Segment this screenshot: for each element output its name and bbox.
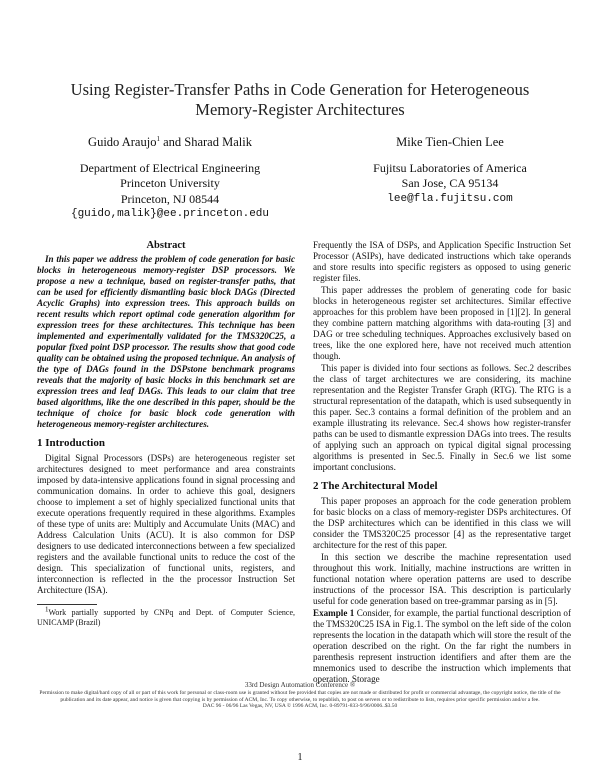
title-line-1: Using Register-Transfer Paths in Code Generation for Heterogeneous (70, 80, 530, 99)
conference-footer (36, 681, 564, 710)
paragraph-example: Example 1 Consider, for example, the partial functional description of the TMS320C25 ISA in Fig.1. The symbol on the left side of the colon represents the location in the datapath which will store the result of the operation described on the right. On the far right the numbers in parenthesis represent instruction identifiers and after them are the mnemonics used to describe the instruction which implements that operation. Storage (313, 608, 571, 684)
author-email-right: lee@fla.fujitsu.com (387, 192, 513, 205)
author-city: Princeton, NJ 08544 (120, 191, 220, 206)
abstract-heading: Abstract (146, 240, 186, 251)
paper-title (40, 80, 560, 120)
paragraph-approach: This paper proposes an approach for the code generation problem for basic blocks on a class of memory-register DSPs architectures. Of the DSP architectures which can be identified in this class we will consider the TMS320C25 processor [4] as the representative target architecture for the rest of this paper. (313, 496, 571, 550)
author-name-right: Mike Tien-Chien Lee (396, 135, 504, 149)
left-column (37, 240, 295, 629)
author-dept: Department of Electrical Engineering (79, 160, 261, 175)
section-heading-introduction: 1 Introduction (37, 437, 105, 449)
author-institution: Princeton University (120, 176, 220, 190)
conference-name: 33rd Design Automation Conference ® (244, 681, 356, 689)
author-names-left: Guido Araujo$^1$ and Sharad Malik (88, 134, 252, 149)
author-email: {guido,malik}@ee.princeton.edu (70, 208, 270, 220)
title-line-2: Memory-Register Architectures (195, 100, 405, 119)
paragraph-asip: Frequently the ISA of DSPs, and Application Specific Instruction Set Processor (ASIPs), have dedicated instructions which take operands and store results into specific registers as opposed to using generic register files. (313, 240, 571, 283)
footnote-mark: 1 (156, 134, 160, 143)
paragraph-problem: This paper addresses the problem of generating code for basic blocks in heterogeneous register set architectures. Similar effective approaches for this problem have been proposed in [1][2]. In general they combine pattern matching algorithms with data-routing [3] and DAG or tree scheduling techniques. Approaches exclusively based on trees, like the one explored here, have not received much attention though. (313, 285, 571, 361)
section-heading-architectural-model: 2 The Architectural Model (313, 480, 438, 492)
example-label: Example 1 (313, 608, 355, 618)
intro-paragraph: Digital Signal Processors (DSPs) are heterogeneous register set architectures designed to meet performance and area constraints imposed by data-intensive applications found in signal processing and communication domains. In order to achieve this goal, designers choose to implement a set of highly specialized functional units that execute operations frequently required in these algorithms. Examples of these type of units are: Multiply and Accumulate Units (MAC) and Address Calculation Units (ACU). It is also common for DSP designers to use dedicated interconnections between a few specialized registers and the available functional units to reduce the cost of the design. This specialization of functional units, registers, and interconnection is reflected in the the processor Instruction Set Architecture (ISA). (37, 453, 295, 595)
author-institution-right: Fujitsu Laboratories of America (373, 160, 527, 175)
paragraph-representation: In this section we describe the machine representation used throughout this work. Initially, machine instructions are written in functional notation where operation patterns are used to describe instructions of the processor ISA. This description is particularly useful for code generation based on tree-grammar parsing as in [5]. (313, 552, 571, 606)
page-number: 1 (297, 752, 303, 763)
author-block-right (330, 135, 570, 207)
right-column (313, 240, 571, 686)
footnote: 1Work partially supported by CNPq and Dept. of Computer Science, UNICAMP (Brazil) (37, 605, 295, 627)
paragraph-outline: This paper is divided into four sections as follows. Sec.2 describes the class of target architectures we are considering, its machine representation and the Register Transfer Graph (RTG). The RTG is a structural representation of the datapath, which is used subsequently in this paper. Sec.3 contains a formal definition of the problem and an example illustrating its relevance. Sec.4 shows how register-transfer paths can be used to dismantle expression DAGs into trees. The results of applying such an approach on typical digital signal processing algorithms is presented in Sec.5. Finally in Sec.6 we list some important conclusions. (313, 363, 571, 472)
author-block-left (40, 135, 300, 223)
abstract-text: In this paper we address the problem of code generation for basic blocks in heterogeneous memory-register DSP processors. We propose a new a technique, based on register-transfer paths, that can be used for efficiently dismantling basic block DAGs (Directed Acyclic Graphs) into expression trees. This approach builds on recent results which report optimal code generation algorithm for expression trees for these architectures. This technique has been implemented and experimentally validated for the TMS320C25, a popular fixed point DSP processor. The results show that good code quality can be obtained using the proposed technique. An analysis of the type of DAGs found in the DSPstone benchmark programs reveals that the majority of basic blocks in this benchmark set are expression trees and leaf DAGs. This leads to our claim that tree based algorithms, like the one described in this paper, should be the technique of choice for basic block code generation with heterogeneous memory-register architectures. (37, 254, 295, 429)
author-city-right: San Jose, CA 95134 (401, 176, 499, 190)
permission-notice: Permission to make digital/hard copy of all or part of this work for personal or class-room use is granted without fee provided that copies are not made or distributed for profit or commercial advantage, the copyright notice, the title of the publication and its date appear, and notice is given that copying is by permission of ACM, Inc. To copy otherwise, to republish, to post on servers or to redistribute to lists, requires prior specific permission and/or a fee. (39, 690, 561, 703)
dac-line: DAC 96 - 06/96 Las Vegas, NV, USA © 1996 ACM, Inc. 0-89791-833-9/96/0006..$3.50 (202, 703, 398, 710)
